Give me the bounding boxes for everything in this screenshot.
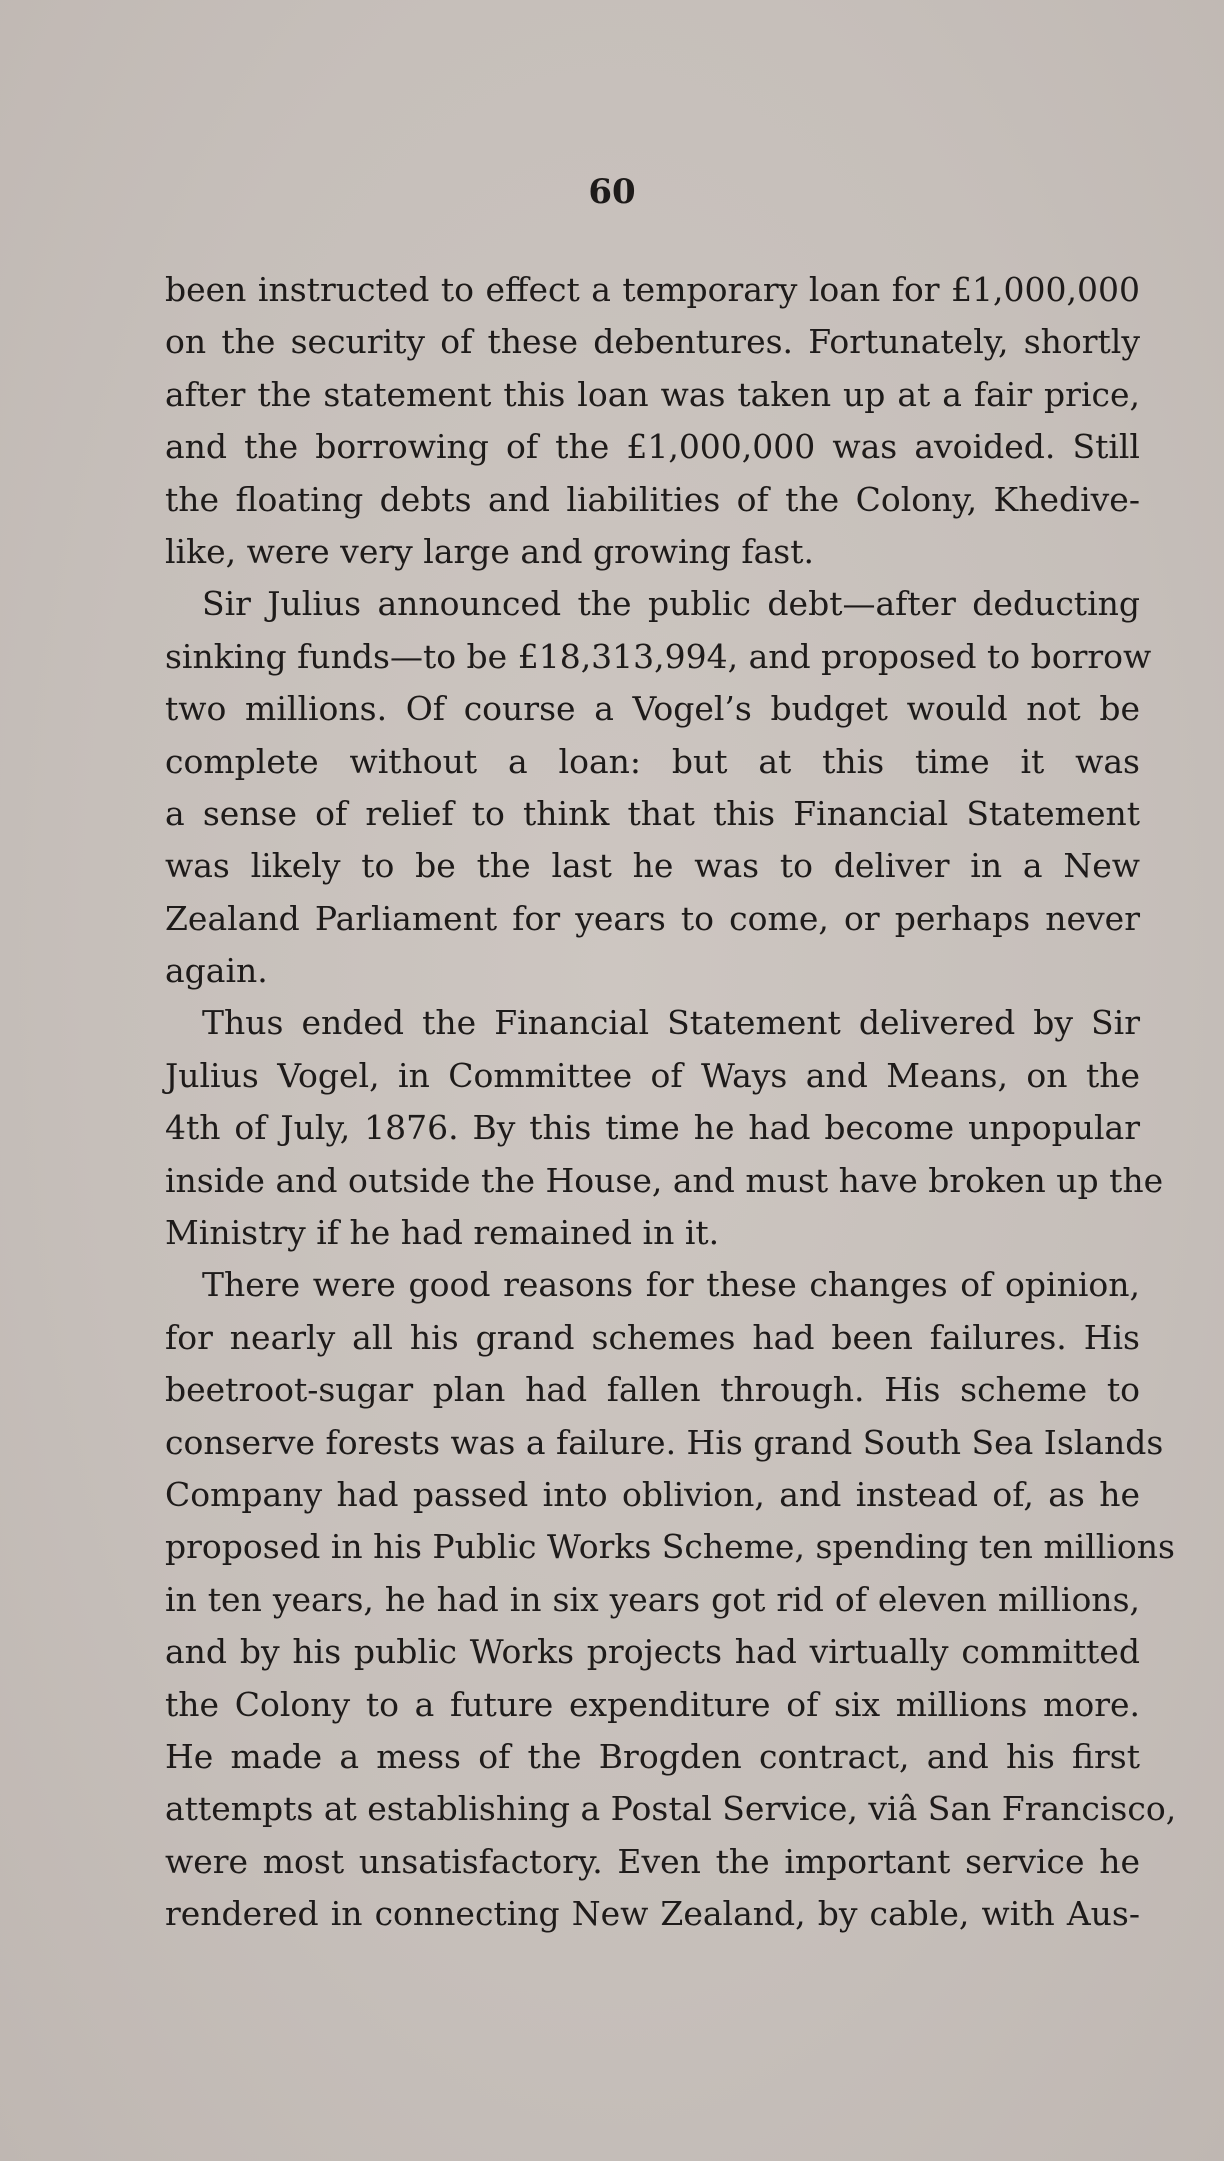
text-line: There were good reasons for these changes of opinion,: [202, 1265, 1140, 1305]
text-line: a sense of relief to think that this Financial Statement: [165, 793, 1140, 833]
text-line: rendered in connecting New Zealand, by cable, with Aus-: [165, 1894, 1140, 1934]
text-line: and by his public Works projects had virtually committed: [165, 1632, 1140, 1672]
paragraph: [165, 578, 1152, 997]
text-line: sinking funds—to be £18,313,994, and proposed to borrow: [165, 636, 1152, 676]
paragraph: [165, 1259, 1177, 1940]
text-line: the Colony to a future expenditure of six millions more.: [165, 1684, 1140, 1724]
text-line: 4th of July, 1876. By this time he had become unpopular: [165, 1108, 1140, 1148]
text-line: the floating debts and liabilities of the Colony, Khedive-: [165, 479, 1140, 519]
text-line: Company had passed into oblivion, and instead of, as he: [165, 1474, 1140, 1514]
text-line: Sir Julius announced the public debt—after deducting: [202, 584, 1140, 624]
text-line: Zealand Parliament for years to come, or perhaps never: [165, 898, 1140, 938]
text-line: were most unsatisfactory. Even the important service he: [165, 1841, 1140, 1881]
paragraph: [165, 264, 1140, 578]
text-line: proposed in his Public Works Scheme, spending ten millions: [165, 1527, 1175, 1567]
text-line: after the statement this loan was taken up at a fair price,: [165, 374, 1140, 414]
text-line: He made a mess of the Brogden contract, and his first: [165, 1736, 1140, 1776]
text-line: was likely to be the last he was to deliver in a New: [165, 846, 1140, 886]
text-line: Thus ended the Financial Statement delivered by Sir: [202, 1003, 1140, 1043]
text-line: like, were very large and growing fast.: [165, 531, 814, 571]
page-number: 60: [588, 172, 636, 212]
text-line: again.: [165, 951, 268, 991]
text-line: for nearly all his grand schemes had been failures. His: [165, 1317, 1140, 1357]
text-line: conserve forests was a failure. His grand South Sea Islands: [165, 1422, 1164, 1462]
text-line: in ten years, he had in six years got rid of eleven millions,: [165, 1579, 1140, 1619]
text-line: two millions. Of course a Vogel’s budget would not be: [165, 689, 1140, 729]
text-line: attempts at establishing a Postal Service, viâ San Francisco,: [165, 1789, 1177, 1829]
text-line: complete without a loan: but at this time it was: [165, 741, 1140, 781]
text-line: beetroot-sugar plan had fallen through. His scheme to: [165, 1370, 1140, 1410]
text-line: and the borrowing of the £1,000,000 was avoided. Still: [165, 427, 1140, 467]
text-line: inside and outside the House, and must have broken up the: [165, 1160, 1164, 1200]
paragraph: [165, 997, 1164, 1259]
text-line: been instructed to effect a temporary loan for £1,000,000: [165, 270, 1140, 309]
text-line: on the security of these debentures. Fortunately, shortly: [165, 322, 1140, 362]
text-line: Julius Vogel, in Committee of Ways and Means, on the: [165, 1055, 1140, 1095]
text-line: Ministry if he had remained in it.: [165, 1213, 720, 1253]
body-text: [165, 264, 1177, 1941]
